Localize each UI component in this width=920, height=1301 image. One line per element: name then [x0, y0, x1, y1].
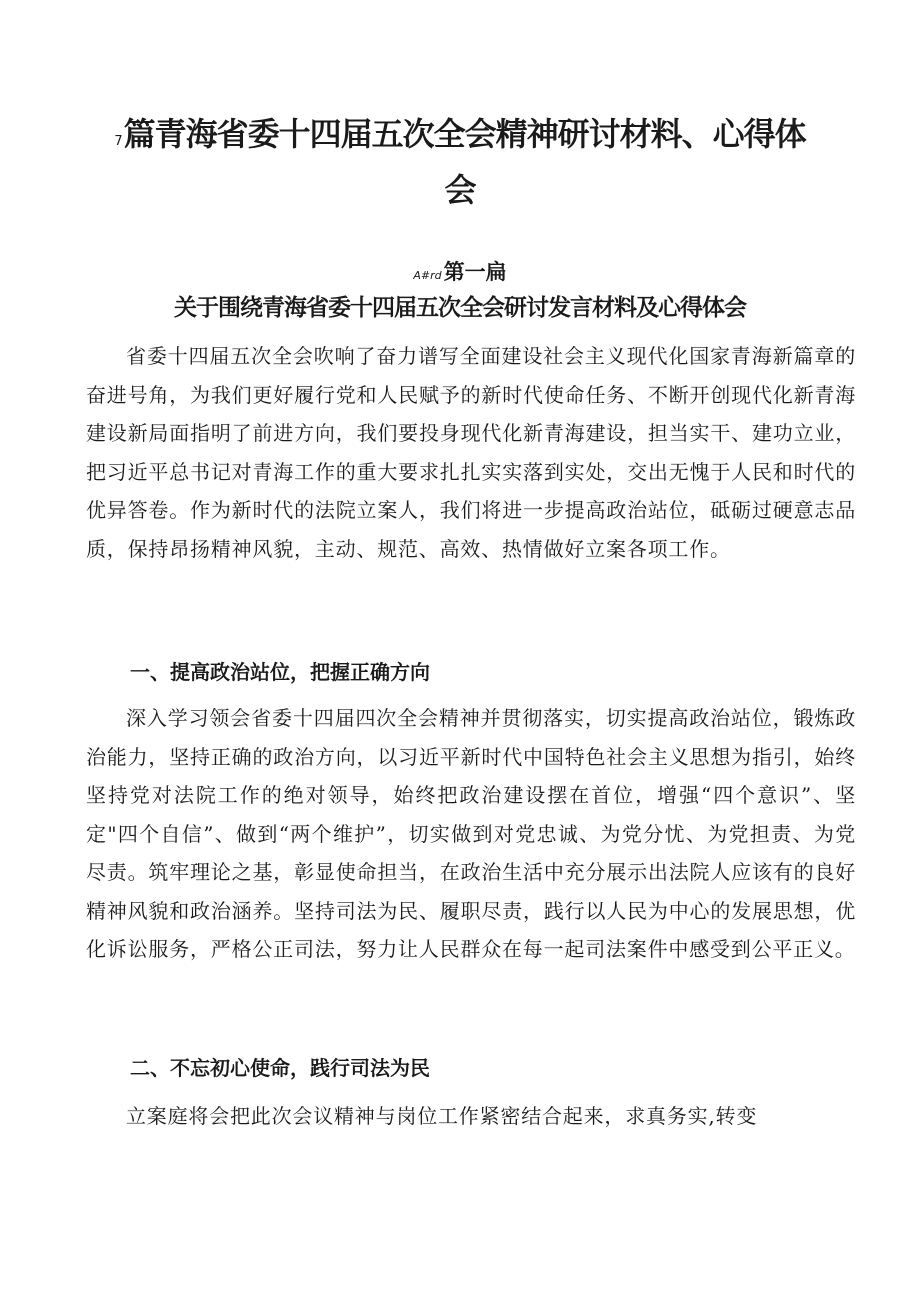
section-label-mark: A#rd: [413, 269, 442, 282]
title-mark: 7: [114, 134, 122, 149]
section-label: [0, 256, 920, 292]
paragraph-political-stance: 深入学习领会省委十四届四次全会精神并贯彻落实，切实提高政治站位，锻炼政治能力，坚持正确的政治方向，以习近平新时代中国特色社会主义思想为指引，始终坚持党对法院工作的绝对领导，始终把政治建设摆在首位，增强“四个意识”、坚定"四个自信”、做到“两个维护”，切实做到对党忠诚、为党分忧、为党担责、为党尽责。筑牢理论之基，彰显使命担当，在政治生活中充分展示出法院人应该有的良好精神风貌和政治涵养。坚持司法为民、履职尽责，践行以人民为中心的发展思想，优化诉讼服务，严格公正司法，努力让人民群众在每一起司法案件中感受到公平正义。: [86, 706, 856, 961]
paragraph-judicial-for-people: 立案庭将会把此次会议精神与岗位工作紧密结合起来，求真务实,转变: [126, 1104, 758, 1128]
document-title: [100, 110, 820, 214]
intro-paragraph: 省委十四届五次全会吹响了奋力谱写全面建设社会主义现代化国家青海新篇章的奋进号角，为我们更好履行党和人民赋予的新时代使命任务、不断开创现代化新青海建设新局面指明了前进方向，我们要投身现代化新青海建设，担当实干、建功立业，把习近平总书记对青海工作的重大要求扎扎实实落到实处，交出无愧于人民和时代的优异答卷。作为新时代的法院立案人，我们将进一步提高政治站位，砥砺过硬意志品质，保持昂扬精神风貌，主动、规范、高效、热情做好立案各项工作。: [86, 344, 856, 561]
section-label-text: 第一扁: [443, 260, 507, 284]
heading-judicial-for-people: 二、不忘初心使命，践行司法为民: [130, 1056, 430, 1080]
heading-political-stance: 一、提高政治站位，把握正确方向: [130, 660, 430, 684]
section-title: 关于围绕青海省委十四届五次全会研讨发言材料及心得体会: [174, 295, 746, 321]
document-title-text: 篇青海省委十四届五次全会精神研讨材料、心得体会: [123, 115, 806, 209]
